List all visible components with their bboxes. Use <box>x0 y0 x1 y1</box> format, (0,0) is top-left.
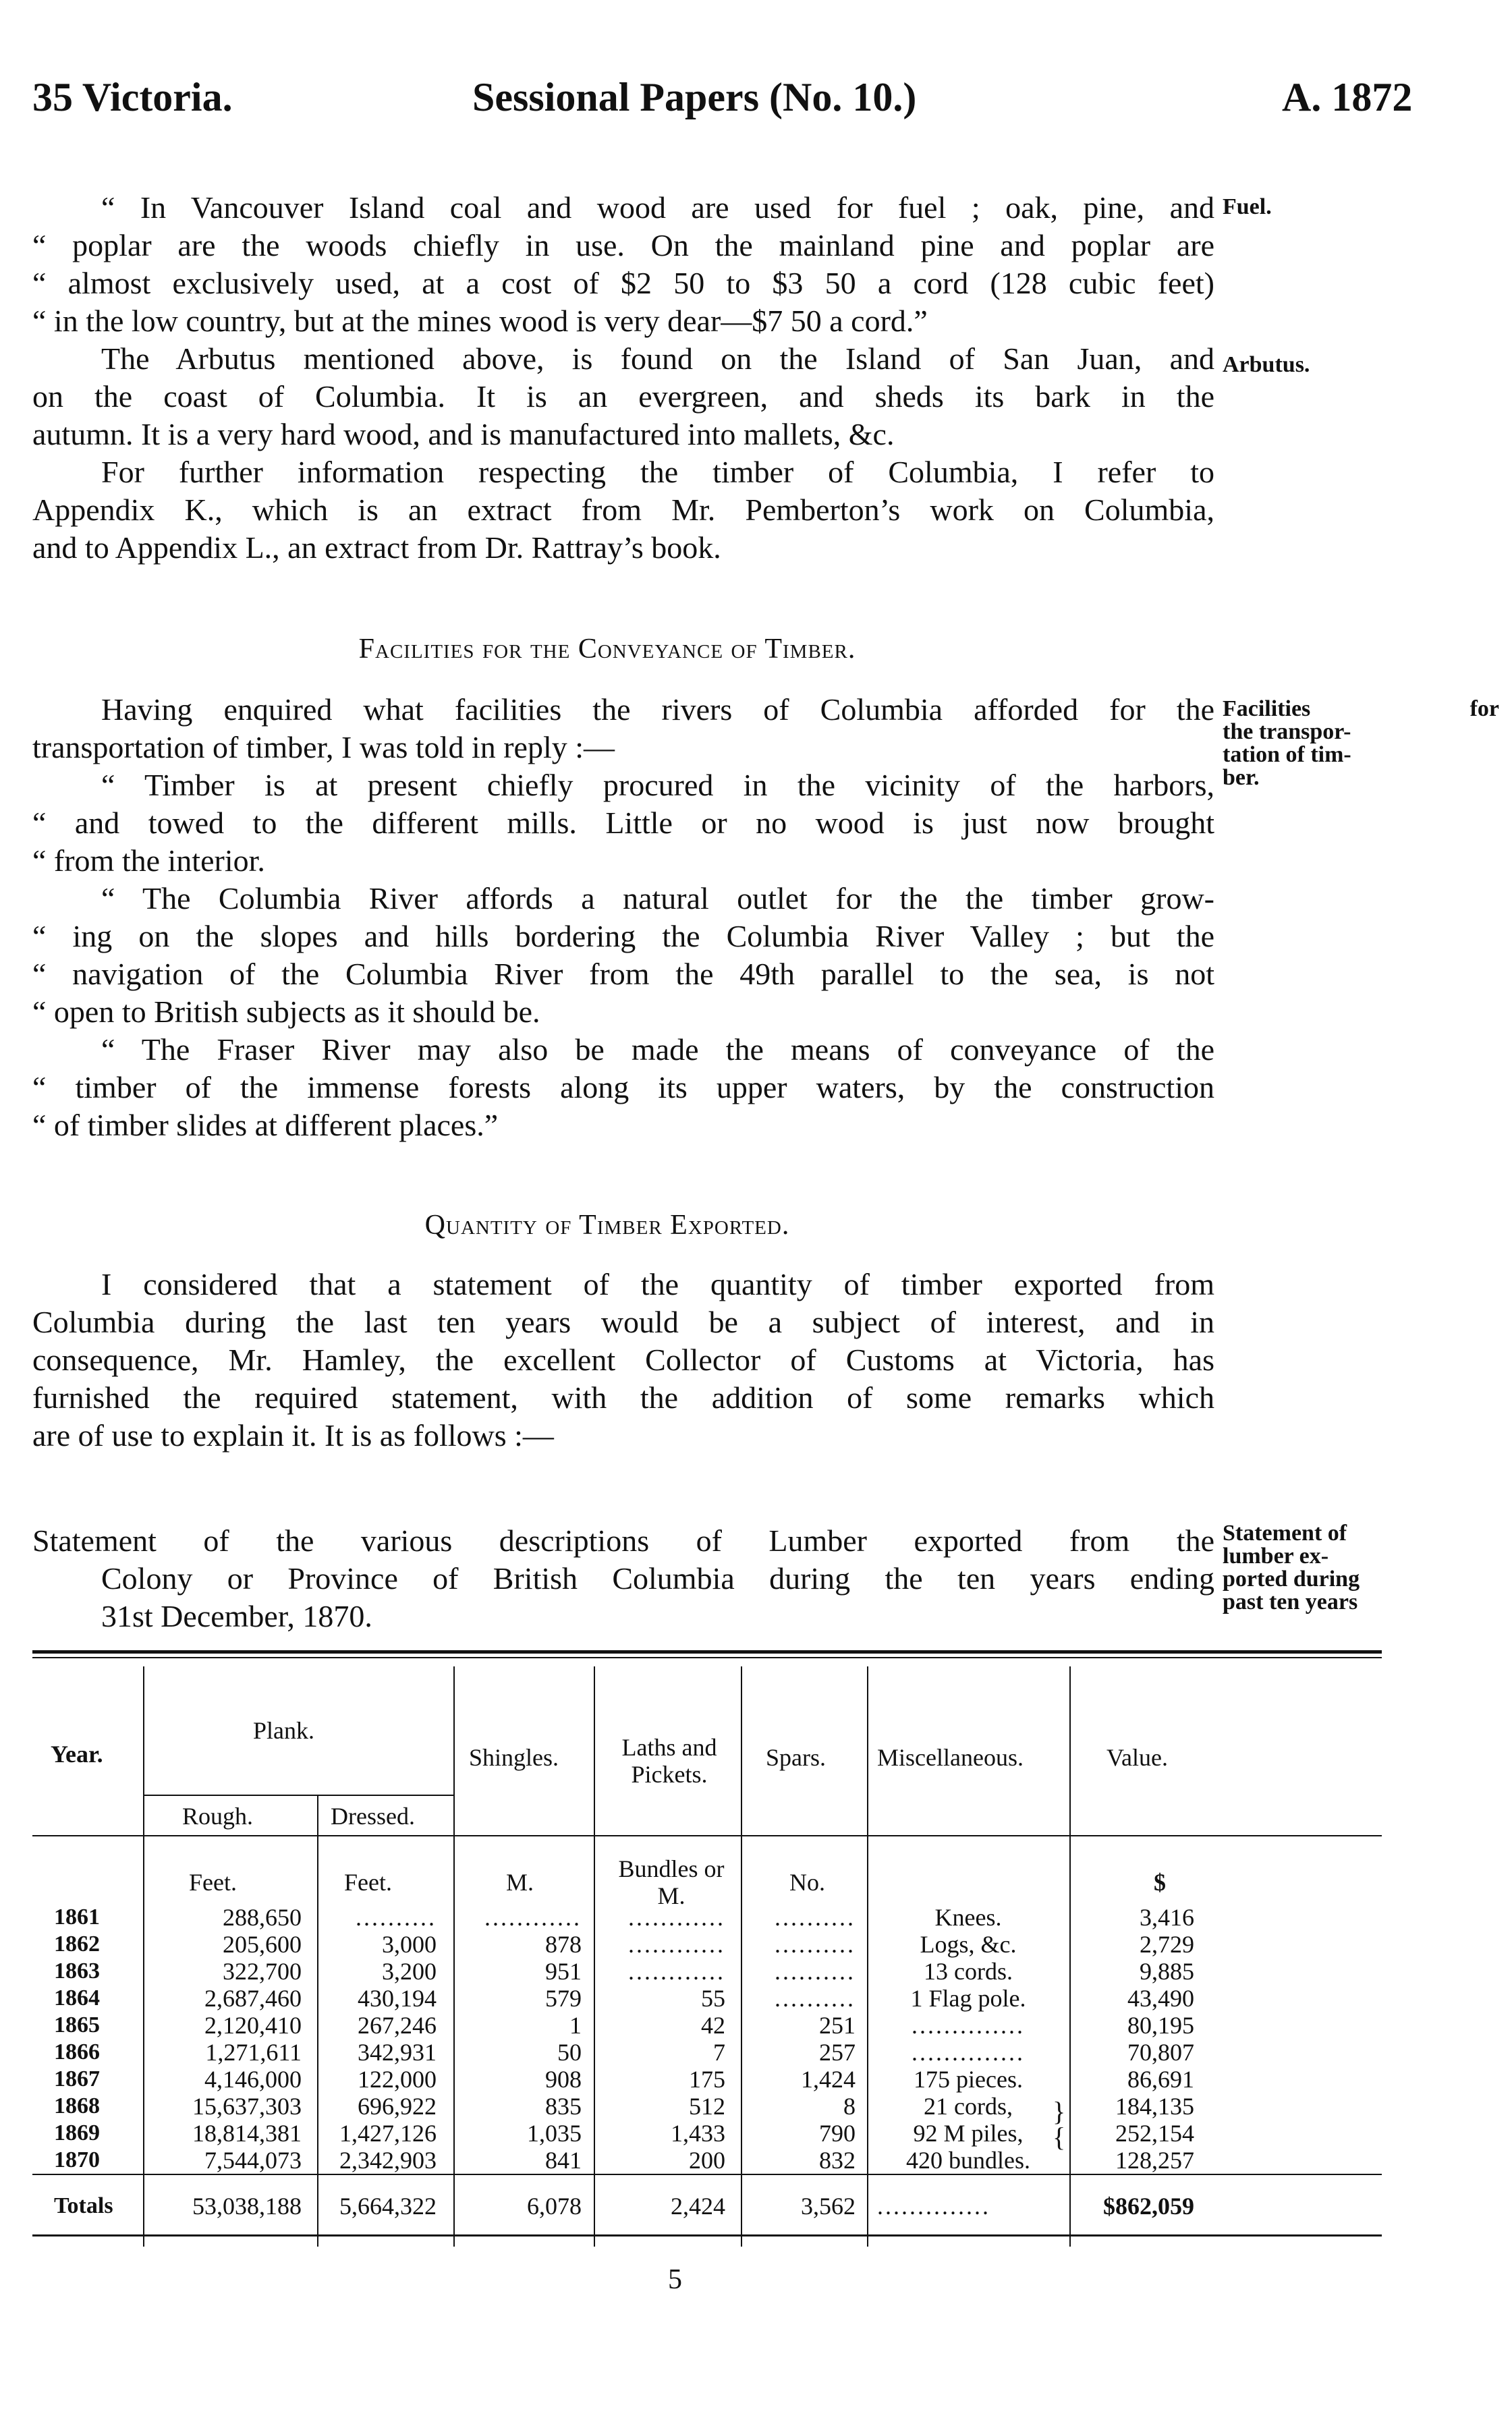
margin-line: lumber ex- <box>1223 1544 1329 1569</box>
cell-rough: 205,600 <box>223 1931 302 1958</box>
cell-year: 1864 <box>54 1986 100 2010</box>
cell-spars: .......... <box>775 1958 856 1985</box>
text-line: “ Timber is at present chiefly procured in the vicinity of the harbors, <box>101 768 1214 802</box>
cell-dressed: 430,194 <box>358 1985 437 2012</box>
cell-value: 3,416 <box>1140 1904 1194 1931</box>
cell-misc: 13 cords. <box>924 1958 1013 1985</box>
cell-shingles: ............ <box>484 1904 582 1931</box>
text-line: “ of timber slides at different places.” <box>32 1108 499 1142</box>
cell-shingles: 1,035 <box>527 2120 582 2147</box>
cell-value: 86,691 <box>1127 2066 1194 2093</box>
cell-year: 1868 <box>54 2093 100 2118</box>
table-rule <box>143 1795 453 1796</box>
cell-rough: 15,637,303 <box>192 2093 302 2120</box>
text-line: Having enquired what facilities the rivers of Columbia afforded for the <box>101 692 1214 727</box>
text-line: Statement of the various descriptions of Lumber exported from the <box>32 1523 1214 1558</box>
section-heading-quantity: Quantity of Timber Exported. <box>424 1210 790 1241</box>
margin-line: tation of tim- <box>1223 742 1351 767</box>
text-line: and to Appendix L., an extract from Dr. Rattray’s book. <box>32 530 721 565</box>
text-line: The Arbutus mentioned above, is found on the Island of San Juan, and <box>101 341 1214 376</box>
cell-rough: 1,271,611 <box>205 2039 302 2066</box>
cell-rough: 288,650 <box>223 1904 302 1931</box>
cell-spars: .......... <box>775 1904 856 1931</box>
cell-spars: 8 <box>843 2093 856 2120</box>
cell-misc: .............. <box>912 2012 1025 2039</box>
text-line: are of use to explain it. It is as follows :— <box>32 1418 554 1453</box>
cell-shingles: 878 <box>545 1931 582 1958</box>
table-rule <box>32 1650 1382 1654</box>
page-number: 5 <box>668 2264 682 2295</box>
cell-year: 1862 <box>54 1932 100 1957</box>
margin-line: Statement of <box>1223 1521 1347 1546</box>
cell-shingles: 841 <box>545 2147 582 2174</box>
cell-year: 1867 <box>54 2066 100 2091</box>
cell-laths: 512 <box>689 2093 725 2120</box>
text-line: consequence, Mr. Hamley, the excellent Collector of Customs at Victoria, has <box>32 1343 1214 1377</box>
cell-value: 70,807 <box>1127 2039 1194 2066</box>
text-line: “ The Columbia River affords a natural outlet for the the timber grow- <box>101 881 1214 916</box>
header-rough: Rough. <box>182 1803 254 1830</box>
cell-shingles: 50 <box>557 2039 582 2066</box>
running-header-right: A. 1872 <box>1282 75 1413 119</box>
header-misc: Miscellaneous. <box>877 1744 1024 1771</box>
text-line: “ from the interior. <box>32 843 265 878</box>
cell-dressed: 267,246 <box>358 2012 437 2039</box>
cell-shingles: 835 <box>545 2093 582 2120</box>
text-line: “ and towed to the different mills. Little or no wood is just now brought <box>32 806 1214 840</box>
text-line: “ open to British subjects as it should be. <box>32 994 540 1029</box>
text-line: “ navigation of the Columbia River from the 49th parallel to the sea, is not <box>32 957 1214 991</box>
cell-dressed: 1,427,126 <box>339 2120 437 2147</box>
totals-dressed: 5,664,322 <box>339 2193 437 2220</box>
cell-value: 2,729 <box>1140 1931 1194 1958</box>
margin-note-statement <box>1223 1522 1499 1614</box>
cell-spars: 1,424 <box>801 2066 856 2093</box>
margin-line: Facilities for <box>1223 696 1499 721</box>
column-rule <box>867 1666 868 2247</box>
cell-laths: 55 <box>701 1985 725 2012</box>
unit-dressed: Feet. <box>344 1869 392 1896</box>
header-shingles: Shingles. <box>469 1744 559 1771</box>
cell-laths: 7 <box>713 2039 725 2066</box>
brace-icon: } <box>1053 2096 1066 2127</box>
margin-line: the transpor- <box>1223 719 1351 744</box>
table-rule <box>32 2234 1382 2236</box>
totals-spars: 3,562 <box>801 2193 856 2220</box>
cell-spars: 251 <box>819 2012 856 2039</box>
cell-dressed: 342,931 <box>358 2039 437 2066</box>
cell-spars: 790 <box>819 2120 856 2147</box>
cell-value: 9,885 <box>1140 1958 1194 1985</box>
cell-value: 128,257 <box>1115 2147 1194 2174</box>
cell-shingles: 951 <box>545 1958 582 1985</box>
cell-rough: 4,146,000 <box>204 2066 302 2093</box>
table-rule <box>32 1835 1382 1836</box>
section-heading-facilities: Facilities for the Conveyance of Timber. <box>358 634 856 665</box>
table-rule <box>32 2174 1382 2175</box>
cell-shingles: 579 <box>545 1985 582 2012</box>
table-rule <box>32 1657 1382 1658</box>
cell-misc: .............. <box>912 2039 1025 2066</box>
text-line: 31st December, 1870. <box>101 1599 372 1633</box>
brace-icon: { <box>1053 2122 1066 2152</box>
cell-value: 80,195 <box>1127 2012 1194 2039</box>
text-line: For further information respecting the timber of Columbia, I refer to <box>101 455 1214 489</box>
cell-misc: 420 bundles. <box>906 2147 1030 2174</box>
margin-note-fuel: Fuel. <box>1223 194 1272 219</box>
cell-spars: 832 <box>819 2147 856 2174</box>
text-line: “ timber of the immense forests along its upper waters, by the construction <box>32 1070 1214 1104</box>
cell-laths: ............ <box>628 1958 725 1985</box>
totals-label: Totals <box>54 2193 113 2218</box>
running-header-left: 35 Victoria. <box>32 75 233 119</box>
cell-spars: 257 <box>819 2039 856 2066</box>
cell-dressed: .......... <box>356 1904 437 1931</box>
unit-laths: Bundles or M. <box>618 1855 725 1909</box>
cell-rough: 322,700 <box>223 1958 302 1985</box>
totals-value: $862,059 <box>1103 2193 1194 2220</box>
text-line: “ The Fraser River may also be made the means of conveyance of the <box>101 1032 1214 1067</box>
header-dressed: Dressed. <box>331 1803 415 1830</box>
cell-value: 184,135 <box>1115 2093 1194 2120</box>
cell-misc: 92 M piles, <box>913 2120 1024 2147</box>
cell-laths: 175 <box>689 2066 725 2093</box>
cell-misc: 21 cords, <box>924 2093 1013 2120</box>
cell-laths: 42 <box>701 2012 725 2039</box>
cell-misc: Logs, &c. <box>920 1931 1017 1958</box>
unit-spars: No. <box>789 1869 825 1896</box>
text-line: “ ing on the slopes and hills bordering the Columbia River Valley ; but the <box>32 919 1214 953</box>
unit-value: $ <box>1154 1869 1166 1896</box>
cell-shingles: 908 <box>545 2066 582 2093</box>
totals-misc: .............. <box>877 2193 990 2220</box>
cell-misc: 1 Flag pole. <box>910 1985 1026 2012</box>
cell-year: 1861 <box>54 1905 100 1930</box>
header-year: Year. <box>51 1741 103 1768</box>
header-value: Value. <box>1107 1744 1168 1771</box>
text-line: furnished the required statement, with the addition of some remarks which <box>32 1380 1214 1415</box>
cell-rough: 7,544,073 <box>204 2147 302 2174</box>
header-spars: Spars. <box>766 1744 826 1771</box>
cell-rough: 18,814,381 <box>192 2120 302 2147</box>
totals-shingles: 6,078 <box>527 2193 582 2220</box>
text-line: “ In Vancouver Island coal and wood are used for fuel ; oak, pine, and <box>101 190 1214 225</box>
cell-dressed: 3,000 <box>382 1931 437 1958</box>
totals-rough: 53,038,188 <box>192 2193 302 2220</box>
margin-line: past ten years <box>1223 1589 1358 1614</box>
margin-note-arbutus: Arbutus. <box>1223 352 1310 377</box>
cell-year: 1865 <box>54 2013 100 2037</box>
cell-shingles: 1 <box>569 2012 582 2039</box>
text-line: on the coast of Columbia. It is an evergreen, and sheds its bark in the <box>32 379 1214 414</box>
unit-rough: Feet. <box>189 1869 237 1896</box>
margin-line: ber. <box>1223 765 1260 790</box>
text-line: autumn. It is a very hard wood, and is manufactured into mallets, &c. <box>32 417 895 451</box>
cell-year: 1863 <box>54 1959 100 1983</box>
text-line: “ in the low country, but at the mines wood is very dear—$7 50 a cord.” <box>32 304 928 338</box>
cell-rough: 2,687,460 <box>204 1985 302 2012</box>
text-line: Columbia during the last ten years would be a subject of interest, and in <box>32 1305 1214 1339</box>
cell-year: 1870 <box>54 2147 100 2172</box>
unit-shingles: M. <box>506 1869 534 1896</box>
cell-dressed: 122,000 <box>358 2066 437 2093</box>
cell-misc: 175 pieces. <box>914 2066 1023 2093</box>
margin-note-facilities <box>1223 698 1499 789</box>
cell-dressed: 696,922 <box>358 2093 437 2120</box>
text-line: “ poplar are the woods chiefly in use. On the mainland pine and poplar are <box>32 228 1214 262</box>
text-line: I considered that a statement of the quantity of timber exported from <box>101 1267 1214 1301</box>
text-line: Colony or Province of British Columbia during the ten years ending <box>101 1561 1214 1596</box>
running-header-center: Sessional Papers (No. 10.) <box>472 75 917 119</box>
header-laths: Laths and Pickets. <box>621 1734 717 1788</box>
header-plank: Plank. <box>253 1717 315 1744</box>
cell-value: 252,154 <box>1115 2120 1194 2147</box>
cell-laths: ............ <box>628 1931 725 1958</box>
totals-laths: 2,424 <box>671 2193 725 2220</box>
cell-year: 1866 <box>54 2039 100 2064</box>
cell-spars: .......... <box>775 1931 856 1958</box>
margin-line: ported during <box>1223 1567 1360 1592</box>
cell-dressed: 3,200 <box>382 1958 437 1985</box>
cell-rough: 2,120,410 <box>204 2012 302 2039</box>
text-line: “ almost exclusively used, at a cost of $2 50 to $3 50 a cord (128 cubic feet) <box>32 266 1214 300</box>
cell-laths: 200 <box>689 2147 725 2174</box>
cell-misc: Knees. <box>934 1904 1002 1931</box>
cell-year: 1869 <box>54 2120 100 2145</box>
cell-laths: 1,433 <box>671 2120 725 2147</box>
text-line: Appendix K., which is an extract from Mr. Pemberton’s work on Columbia, <box>32 493 1214 527</box>
cell-value: 43,490 <box>1127 1985 1194 2012</box>
cell-spars: .......... <box>775 1985 856 2012</box>
cell-laths: ............ <box>628 1904 725 1931</box>
cell-dressed: 2,342,903 <box>339 2147 437 2174</box>
text-line: transportation of timber, I was told in reply :— <box>32 730 615 764</box>
